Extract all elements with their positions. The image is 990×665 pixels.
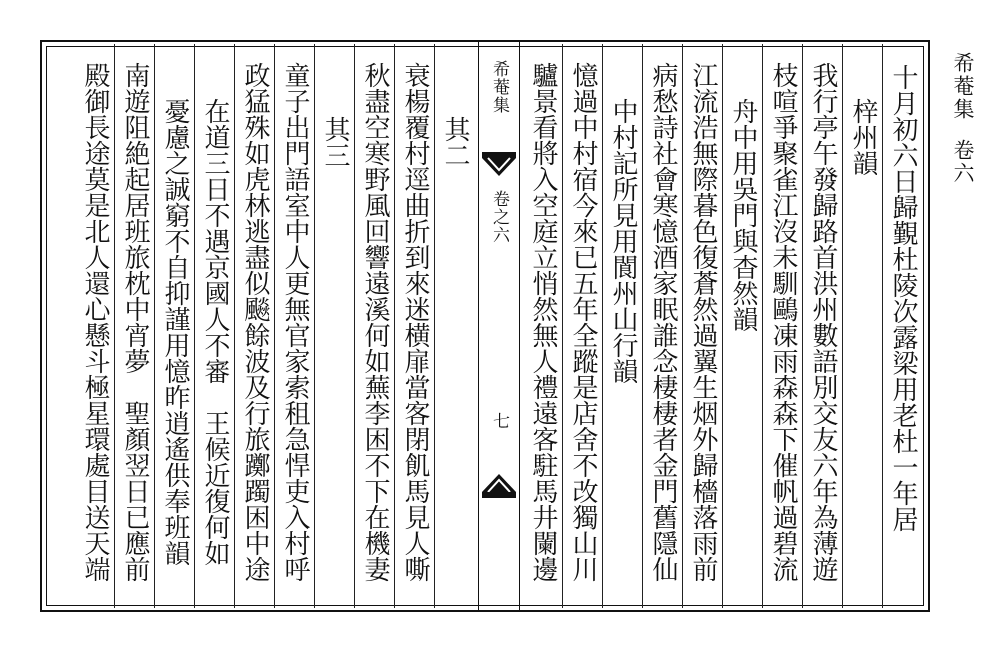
text-column: 枝喧爭聚雀江沒未馴鷗凍雨森森下催帆過碧流 <box>768 62 798 582</box>
text-column: 舟中用吳門與杳然韻 <box>728 98 758 332</box>
text-column: 童子出門語室中人更無官家索租急悍吏入村呼 <box>280 62 310 582</box>
text-column: 憂慮之誠窮不自抑謹用憶昨逍遙供奉班韻 <box>160 98 190 566</box>
text-column: 南遊阻絶起居班旅枕中宵夢 聖顏翌日已應前 <box>120 62 150 582</box>
text-column: 我行亭午發歸路首洪州數語別交友六年為薄遊 <box>808 62 838 582</box>
left-half-text <box>44 44 476 608</box>
text-column: 梓州韻 <box>848 98 878 176</box>
text-column: 病愁詩社會寒憶酒家眠誰念棲棲者金門舊隱仙 <box>648 62 678 582</box>
text-column: 殿御長途莫是北人還心懸斗極星環處目送天端 <box>80 62 110 582</box>
lower-fish-tail-ornament <box>482 468 516 498</box>
running-head <box>952 52 973 185</box>
text-column: 其二 <box>440 116 470 168</box>
text-column: 江流浩無際暮色復蒼然過翼生烟外歸檣落雨前 <box>688 62 718 582</box>
text-column: 中村記所見用閬州山行韻 <box>608 98 638 384</box>
volume-label: 卷六 <box>951 139 975 185</box>
text-column: 衰楊覆村逕曲折到來迷横扉當客閉飢馬見人嘶 <box>400 62 430 582</box>
center-book-title: 希菴集 <box>489 60 509 114</box>
upper-fish-tail-ornament <box>482 152 516 182</box>
text-column: 驢景看將入空庭立悄然無人禮遠客駐馬井闌邊 <box>528 62 558 582</box>
center-page-number: 七 <box>489 412 509 430</box>
center-volume-label: 卷之六 <box>489 190 509 244</box>
text-column: 其三 <box>320 116 350 168</box>
center-fold <box>478 40 520 612</box>
text-column: 十月初六日歸覲杜陵次露梁用老杜一年居 <box>888 64 918 532</box>
center-rule-left <box>478 40 479 612</box>
book-title: 希菴集 <box>951 52 975 121</box>
right-half-text <box>520 44 926 608</box>
text-column: 政猛殊如虎林逃盡似飈餘波及行旅躑躅困中途 <box>240 62 270 582</box>
text-column: 憶過中村宿今來已五年全蹤是店舍不改獨山川 <box>568 62 598 582</box>
center-rule-right <box>519 40 520 612</box>
text-column: 秋盡空寒野風回響遠溪何如蕪李困不下在機妻 <box>360 62 390 582</box>
text-column: 在道三日不遇京國人不審 王候近復何如 <box>200 98 230 566</box>
